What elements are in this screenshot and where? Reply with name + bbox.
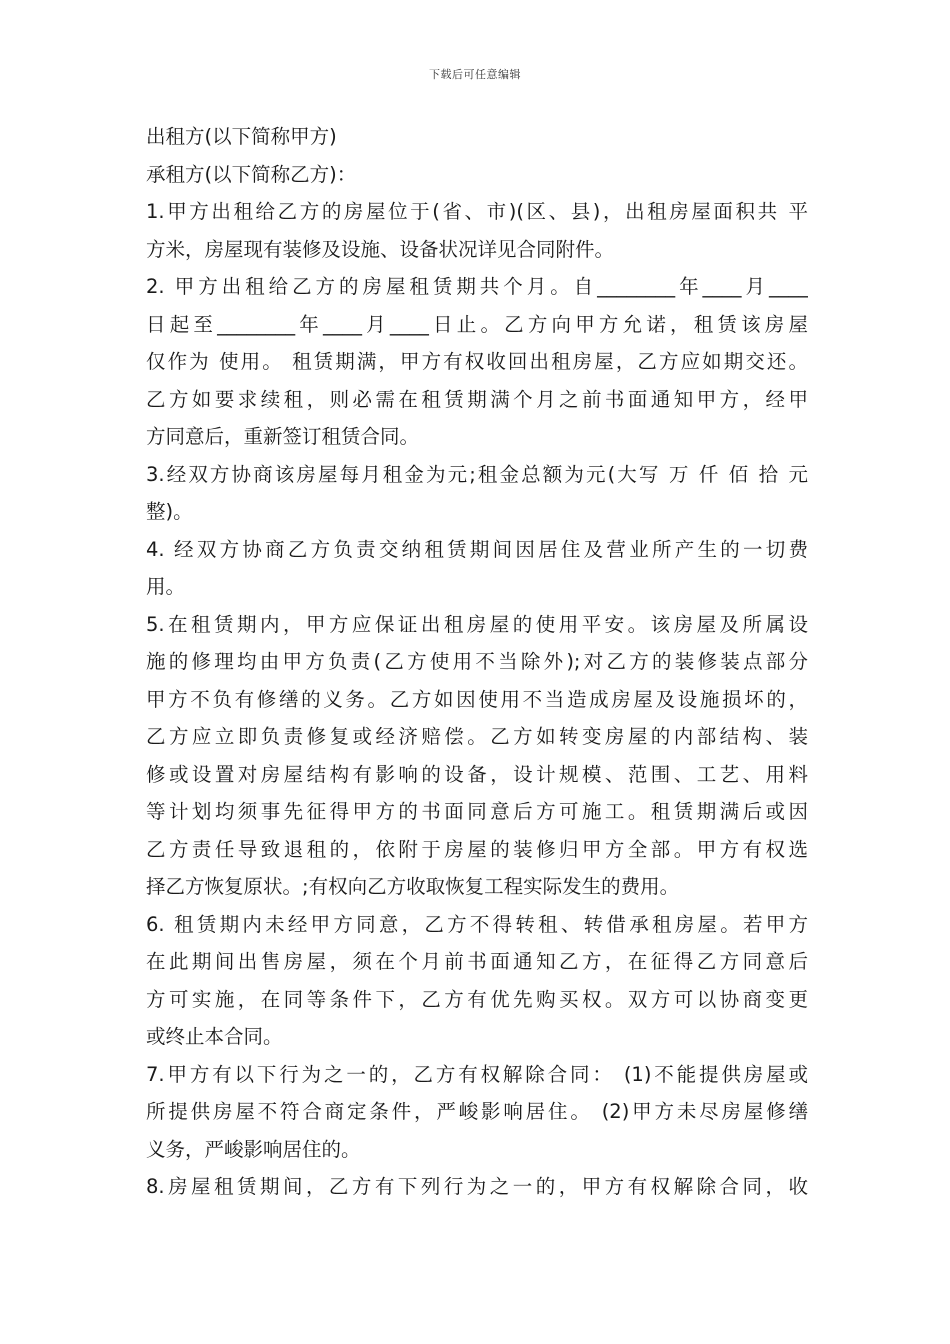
document-line: 或终止本合同。	[146, 1025, 283, 1048]
document-body	[146, 118, 808, 1206]
document-line: 4. 经双方协商乙方负责交纳租赁期间因居住及营业所产生的一切费	[146, 537, 808, 561]
document-line: 8.房屋租赁期间，乙方有下列行为之一的，甲方有权解除合同，收	[146, 1175, 808, 1198]
document-line: 择乙方恢复原状。;有权向乙方收取恢复工程实际发生的费用。	[146, 875, 680, 898]
document-line: 方可实施，在同等条件下，乙方有优先购买权。双方可以协商变更	[146, 987, 808, 1011]
document-line: 用。	[146, 575, 186, 598]
document-line: 6. 租赁期内未经甲方同意，乙方不得转租、转借承租房屋。若甲方	[146, 912, 808, 936]
document-line: 仅作为 使用。 租赁期满，甲方有权收回出租房屋，乙方应如期交还。	[146, 350, 808, 373]
document-line: 施的修理均由甲方负责(乙方使用不当除外);对乙方的装修装点部分	[146, 650, 808, 673]
document-line: 乙方应立即负责修复或经济赔偿。乙方如转变房屋的内部结构、装	[146, 725, 808, 748]
document-line: 所提供房屋不符合商定条件，严峻影响居住。 (2)甲方未尽房屋修缮	[146, 1100, 808, 1123]
document-line: 方米，房屋现有装修及设施、设备状况详见合同附件。	[146, 237, 615, 261]
document-line: 出租方(以下简称甲方)	[146, 125, 337, 148]
document-line: 等计划均须事先征得甲方的书面同意后方可施工。租赁期满后或因	[146, 800, 808, 823]
document-line: 甲方不负有修缮的义务。乙方如因使用不当造成房屋及设施损坏的，	[146, 687, 808, 711]
document-line: 在此期间出售房屋，须在个月前书面通知乙方，在征得乙方同意后	[146, 950, 808, 973]
document-line: 1.甲方出租给乙方的房屋位于(省、市)(区、县)，出租房屋面积共 平	[146, 200, 808, 223]
document-line: 日起至________年____月____日止。乙方向甲方允诺，租赁该房屋	[146, 312, 808, 336]
document-line: 5.在租赁期内，甲方应保证出租房屋的使用平安。该房屋及所属设	[146, 612, 808, 636]
page-header: 下载后可任意编辑	[429, 68, 521, 81]
document-line: 7.甲方有以下行为之一的，乙方有权解除合同： (1)不能提供房屋或	[146, 1062, 808, 1086]
document-line: 方同意后，重新签订租赁合同。	[146, 425, 420, 448]
document-line: 义务，严峻影响居住的。	[146, 1137, 361, 1161]
document-line: 承租方(以下简称乙方)：	[146, 162, 357, 186]
document-line: 乙方责任导致退租的，依附于房屋的装修归甲方全部。甲方有权选	[146, 837, 808, 861]
document-line: 2. 甲方出租给乙方的房屋租赁期共个月。自________年____月____	[146, 275, 808, 298]
document-line: 整)。	[146, 500, 193, 523]
document-line: 修或设置对房屋结构有影响的设备，设计规模、范围、工艺、用料	[146, 762, 808, 786]
document-line: 3.经双方协商该房屋每月租金为元;租金总额为元(大写 万 仟 佰 拾 元	[146, 462, 808, 486]
document-line: 乙方如要求续租，则必需在租赁期满个月之前书面通知甲方，经甲	[146, 387, 808, 411]
